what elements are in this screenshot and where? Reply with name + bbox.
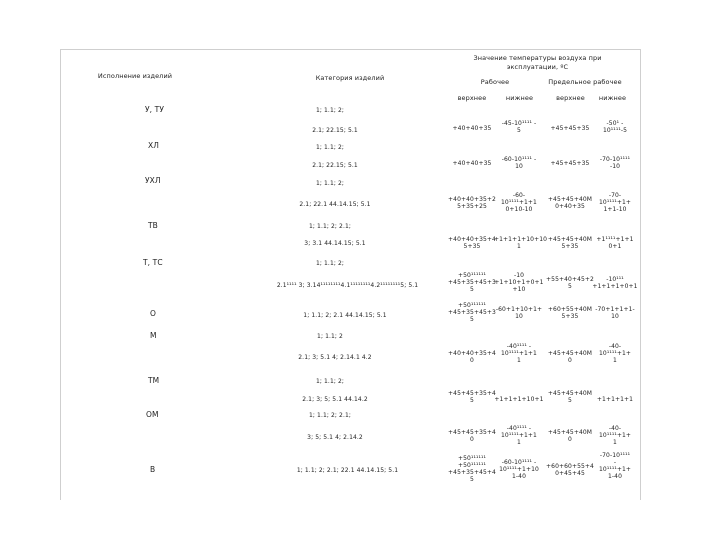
row-limit-lower: -50¹ - 10¹¹¹¹-5: [602, 120, 628, 134]
row-category-a: 1; 1.1; 2;: [315, 144, 345, 151]
row-working-lower: -60-10¹¹¹¹ - 10: [501, 156, 537, 170]
row-limit-upper: +55+40+45+2 5: [546, 276, 594, 290]
row-working-upper: +40+40+35: [452, 125, 492, 132]
row-execution: М: [150, 331, 157, 340]
row-working-upper: +40+40+35+2 5+35+25: [448, 196, 496, 210]
header-temperature-line1: Значение температуры воздуха при: [473, 54, 602, 62]
row-working-upper: +40+40+35+4 5+35: [448, 236, 496, 250]
row-category-b: 3; 3.1 44.14.15; 5.1: [304, 240, 366, 247]
row-category-a: 1; 1.1; 2;: [315, 180, 345, 187]
row-working-upper: +50¹¹¹¹¹¹ +45+35+45+3 5: [448, 272, 496, 293]
row-working-upper: +40+40+35+4 0: [448, 350, 496, 364]
row-category-a: 1; 1.1; 2;: [315, 260, 345, 267]
row-execution: УХЛ: [145, 176, 161, 185]
row-working-upper: +50¹¹¹¹¹¹ +45+35+45+3 5: [448, 302, 496, 323]
header-upper-1: верхнее: [457, 94, 487, 102]
row-working-upper: +45+45+35+4 5: [448, 390, 496, 404]
row-limit-lower: -40- 10¹¹¹¹+1+ 1: [598, 425, 632, 446]
row-limit-lower: +1+1+1+1: [596, 396, 634, 403]
header-limit-working: Предельное рабочее: [548, 78, 622, 86]
row-limit-upper: +45+45+35: [550, 160, 590, 167]
row-working-lower: -45-10¹¹¹¹ - 5: [501, 120, 537, 134]
row-execution: У, ТУ: [145, 105, 164, 114]
row-category-a: 1; 1.1; 2; 2.1;: [308, 412, 352, 419]
row-category-b: 2.1; 22.15; 5.1: [312, 127, 358, 134]
row-limit-upper: +45+45+40M 0+40+35: [547, 196, 593, 210]
row-category-b: 2.1¹¹¹¹ 3; 3.14¹¹¹¹¹¹¹¹4.1¹¹¹¹¹¹¹¹4.2¹¹¹¹¹¹¹¹5; 5.1: [276, 282, 419, 289]
header-lower-2: нижнее: [598, 94, 627, 102]
row-execution: ОМ: [146, 410, 159, 419]
row-limit-lower: -40- 10¹¹¹¹+1+ 1: [598, 343, 632, 364]
table-right-border: [640, 49, 641, 500]
row-limit-upper: +45+45+40M 5: [547, 390, 593, 404]
row-working-lower: -60- 10¹¹¹¹+1+1 0+10-10: [501, 192, 537, 213]
table-top-border: [60, 49, 640, 50]
row-category-a: 1; 1.1; 2: [317, 333, 343, 340]
row-limit-lower: -70- 10¹¹¹¹+1+ 1+1-10: [598, 192, 632, 213]
row-category-a: 1; 1.1; 2; 2.1; 22.1 44.14.15; 5.1: [296, 467, 399, 474]
row-limit-upper: +45+45+40M 0: [547, 429, 593, 443]
row-execution: ТМ: [148, 376, 160, 385]
row-working-lower: -40¹¹¹¹ - 10¹¹¹¹+1+1 1: [501, 425, 537, 446]
row-category-b: 2.1; 3; 5.1 4; 2.14.1 4.2: [298, 354, 372, 361]
row-working-lower: -40¹¹¹¹ - 10¹¹¹¹+1+1 1: [501, 343, 537, 364]
row-category-b: 2.1; 22.15; 5.1: [312, 162, 358, 169]
row-execution: В: [150, 465, 156, 474]
header-lower-1: нижнее: [505, 94, 534, 102]
header-working: Рабочее: [480, 78, 510, 86]
row-limit-lower: -70+1+1+1- 10: [595, 306, 635, 320]
row-category-b: 2.1; 3; 5; 5.1 44.14.2: [302, 396, 368, 403]
row-limit-lower: -70-10¹¹¹¹ -10: [599, 156, 631, 170]
row-category-b: 3; 5; 5.1 4; 2.14.2: [307, 434, 363, 441]
row-limit-upper: +60+55+40M 5+35: [547, 306, 593, 320]
row-working-lower: +1+1+1+10+1: [494, 396, 544, 403]
row-execution: ТВ: [148, 221, 158, 230]
row-category-a: 1; 1.1; 2; 2.1 44.14.15; 5.1: [303, 312, 387, 319]
row-limit-lower: -70-10¹¹¹¹ - 10¹¹¹¹+1+ 1-40: [598, 452, 632, 480]
row-working-lower: -60+1+10+1+ 10: [495, 306, 543, 320]
header-execution: Исполнение изделий: [97, 72, 173, 80]
row-limit-upper: +45+45+40M 5+35: [547, 236, 593, 250]
row-limit-upper: +60+60+55+4 0+45+45: [546, 463, 594, 477]
row-category-a: 1; 1.1; 2;: [315, 378, 345, 385]
row-limit-lower: +1¹¹¹¹+1+1 0+1: [596, 236, 634, 250]
row-working-lower: -60-10¹¹¹¹ - 10¹¹¹¹+1+10 1-40: [499, 459, 539, 480]
row-working-upper: +50¹¹¹¹¹¹ +50¹¹¹¹¹¹ +45+35+45+4 5: [448, 455, 496, 483]
header-temperature-line2: эксплуатации, ºС: [506, 63, 569, 71]
row-category-a: 1; 1.1; 2;: [315, 107, 345, 114]
row-limit-upper: +45+45+35: [550, 125, 590, 132]
row-working-upper: +45+45+35+4 0: [448, 429, 496, 443]
row-execution: ХЛ: [148, 141, 159, 150]
row-working-lower: +1+1+1+10+10 1: [494, 236, 548, 250]
row-working-lower: -10 +1+10+1+0+1 +10: [494, 272, 544, 293]
row-limit-lower: -10¹¹¹ +1+1+1+0+1: [592, 276, 638, 290]
header-category: Категория изделий: [315, 74, 385, 82]
table-left-border: [60, 49, 61, 500]
row-category-a: 1; 1.1; 2; 2.1;: [308, 223, 352, 230]
row-working-upper: +40+40+35: [452, 160, 492, 167]
row-execution: Т, ТС: [143, 258, 163, 267]
row-category-b: 2.1; 22.1 44.14.15; 5.1: [299, 201, 371, 208]
row-limit-upper: +45+45+40M 0: [547, 350, 593, 364]
header-upper-2: верхнее: [556, 94, 585, 102]
row-execution: О: [150, 309, 157, 318]
